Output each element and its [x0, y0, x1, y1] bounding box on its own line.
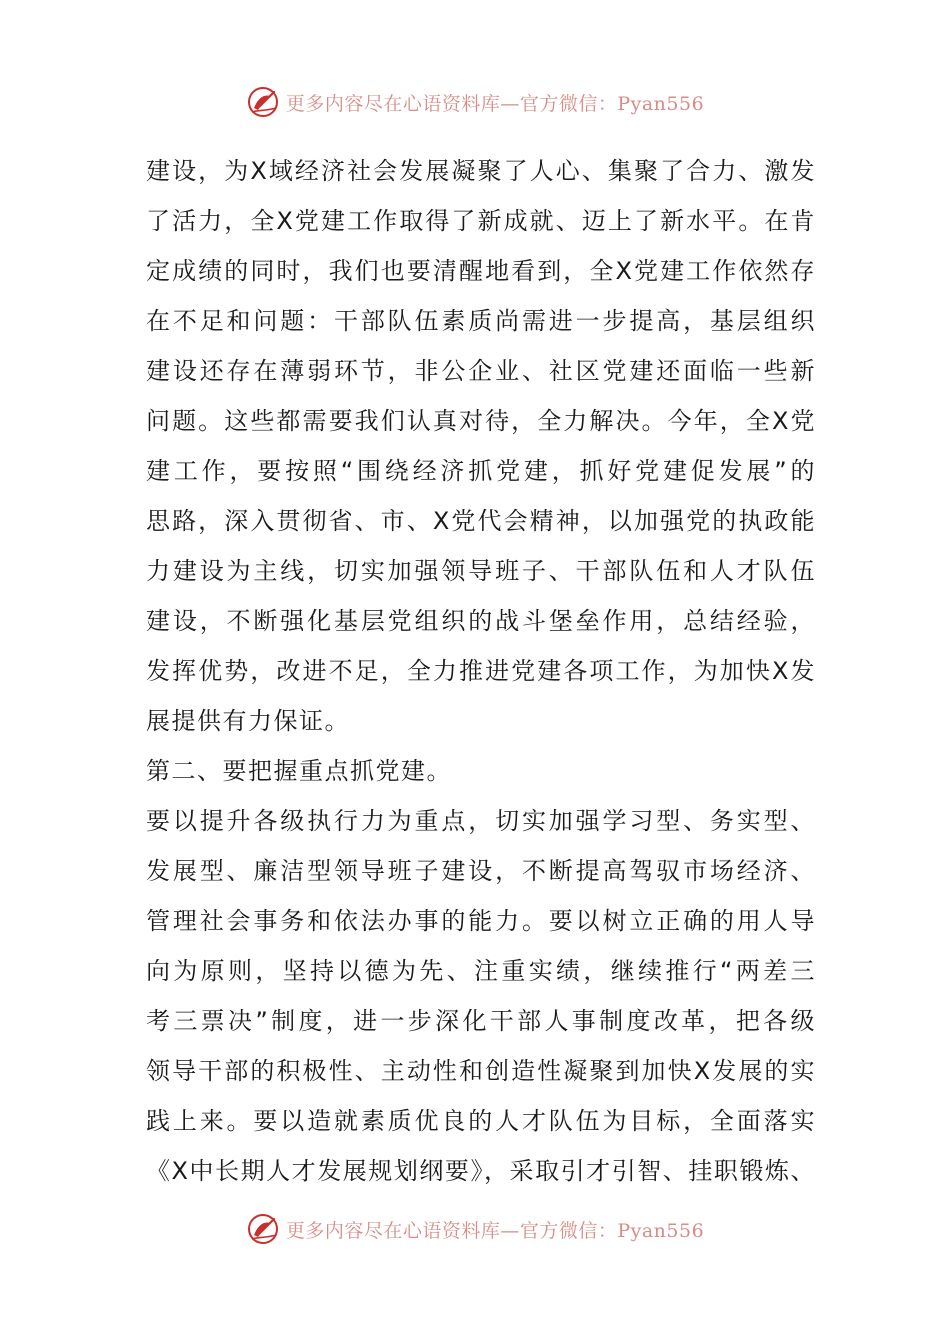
watermark-text: 更多内容尽在心语资料库—官方微信：Pyan556 [285, 92, 705, 115]
text-line: 向为原则，坚持以德为先、注重实绩，继续推行“两差三 [146, 957, 816, 985]
text-line: 定成绩的同时，我们也要清醒地看到，全X党建工作依然存 [146, 257, 816, 285]
text-line: 《X中长期人才发展规划纲要》，采取引才引智、挂职锻炼、 [146, 1157, 816, 1185]
text-line: 建工作，要按照“围绕经济抓党建，抓好党建促发展”的 [146, 457, 816, 485]
text-line: 发挥优势，改进不足，全力推进党建各项工作，为加快X发 [146, 657, 816, 685]
text-line: 建设还存在薄弱环节，非公企业、社区党建还面临一些新 [146, 357, 816, 385]
text-line: 领导干部的积极性、主动性和创造性凝聚到加快X发展的实 [146, 1057, 816, 1085]
text-line: 管理社会事务和依法办事的能力。要以树立正确的用人导 [146, 907, 816, 935]
text-line: 建设，为X域经济社会发展凝聚了人心、集聚了合力、激发 [146, 157, 816, 185]
watermark-header [0, 82, 950, 122]
text-line: 思路，深入贯彻省、市、X党代会精神，以加强党的执政能 [146, 507, 816, 535]
text-line: 建设，不断强化基层党组织的战斗堡垒作用，总结经验， [146, 607, 816, 635]
section-heading: 第二、要把握重点抓党建。 [146, 757, 452, 785]
text-line: 在不足和问题：干部队伍素质尚需进一步提高，基层组织 [146, 307, 816, 335]
text-line: 要以提升各级执行力为重点，切实加强学习型、务实型、 [146, 807, 816, 835]
document-body [146, 146, 816, 1196]
signature-pen-logo-icon [246, 1211, 282, 1247]
text-line: 考三票决”制度，进一步深化干部人事制度改革，把各级 [146, 1007, 816, 1035]
watermark-text: 更多内容尽在心语资料库—官方微信：Pyan556 [285, 1219, 705, 1242]
text-line: 力建设为主线，切实加强领导班子、干部队伍和人才队伍 [146, 557, 816, 585]
watermark-footer [0, 1209, 950, 1249]
text-line: 发展型、廉洁型领导班子建设，不断提高驾驭市场经济、 [146, 857, 816, 885]
signature-pen-logo-icon [246, 84, 282, 120]
text-line: 践上来。要以造就素质优良的人才队伍为目标，全面落实 [146, 1107, 816, 1135]
text-line: 问题。这些都需要我们认真对待，全力解决。今年，全X党 [146, 407, 816, 435]
text-line: 了活力，全X党建工作取得了新成就、迈上了新水平。在肯 [146, 207, 816, 235]
text-line: 展提供有力保证。 [146, 707, 350, 735]
